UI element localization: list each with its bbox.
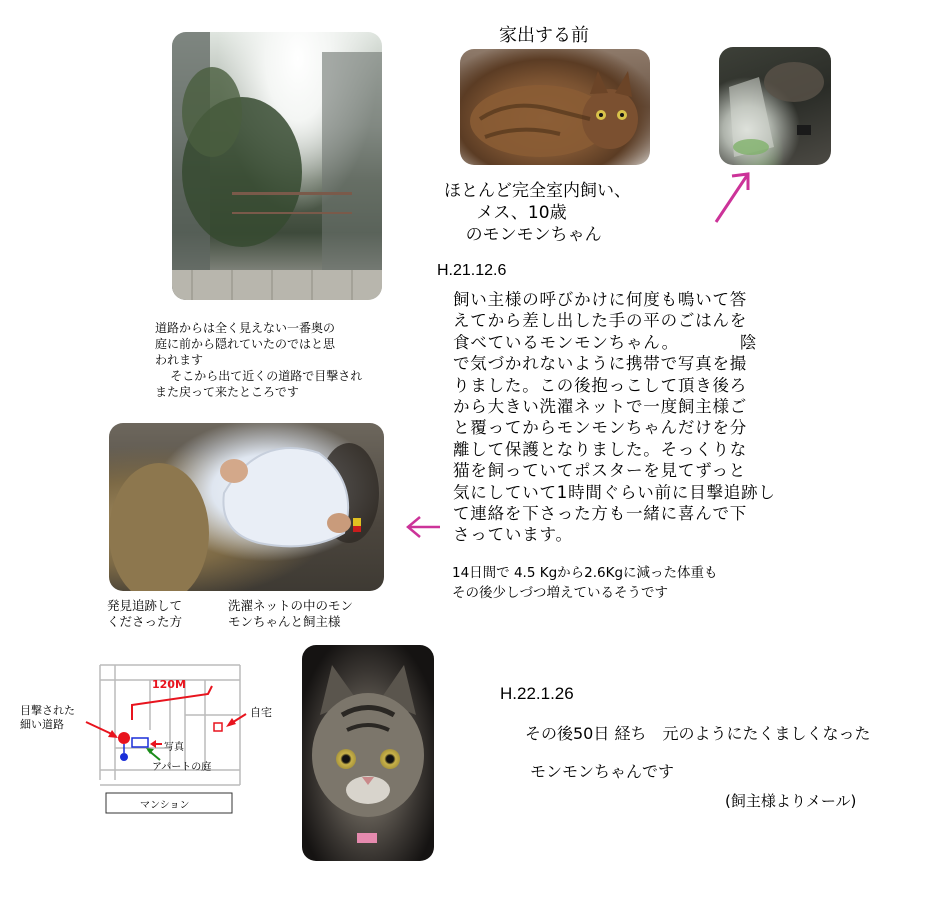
report2-line2: モンモンちゃんです [530, 762, 675, 781]
rescue-photo [109, 423, 384, 591]
rescue-caption-right: 洗濯ネットの中のモン モンちゃんと飼主様 [228, 598, 354, 629]
report1-note: 14日間で 4.5 Kgから2.6Kgに減った体重も その後少しづつ増えているそうです [452, 565, 718, 601]
before-heading: 家出する前 [499, 25, 589, 46]
map-sighted-road-label: 目撃された 細い道路 [20, 704, 75, 731]
report1-body: 飼い主様の呼びかけに何度も鳴いて答 えてから差し出した手の平のごはんを 食べているモンモンちゃん。 陰 で気づかれないように携帯で写真を撮 りました。この後抱っこして頂き後ろ から大きい洗濯ネットで一度飼主様ご と覆ってからモンモンちゃんだけを分 離して保護となりました。そっくりな 猫を飼っていてポスターを見てずっと 気にしていて1時間ぐらい前に目撃追跡し て連絡を下さった方も一緒に喜んで下 さっています。 [453, 290, 776, 545]
arrow-up-right-icon [708, 168, 756, 228]
rescue-caption-left: 発見追跡して くださった方 [107, 598, 183, 629]
map-mansion-label: マンション [140, 800, 190, 811]
before-caption: ほとんど完全室内飼い、 メス、10歳 のモンモンちゃん [444, 181, 631, 245]
report2-line1: その後50日 経ち 元のようにたくましくなった [525, 724, 871, 743]
alley-photo [172, 32, 382, 300]
map-distance-label: 120M [152, 678, 186, 691]
cat-before-photo [460, 49, 650, 165]
report1-date: H.21.12.6 [437, 262, 507, 279]
map-home-label: 自宅 [250, 706, 272, 719]
map-apartment-garden-label: アパートの庭 [152, 762, 212, 773]
report2-line3: (飼主様よりメール) [725, 792, 857, 810]
arrow-left-icon [404, 514, 442, 540]
night-photo [719, 47, 831, 165]
alley-caption: 道路からは全く見えない一番奥の 庭に前から隠れていたのではと思 われます そこから出て近くの道路で目撃され また戻って来たところです [155, 321, 363, 399]
location-map [0, 660, 300, 820]
report2-date: H.22.1.26 [500, 684, 574, 703]
cat-after-photo [302, 645, 434, 861]
map-photo-label: 写真 [164, 742, 184, 753]
